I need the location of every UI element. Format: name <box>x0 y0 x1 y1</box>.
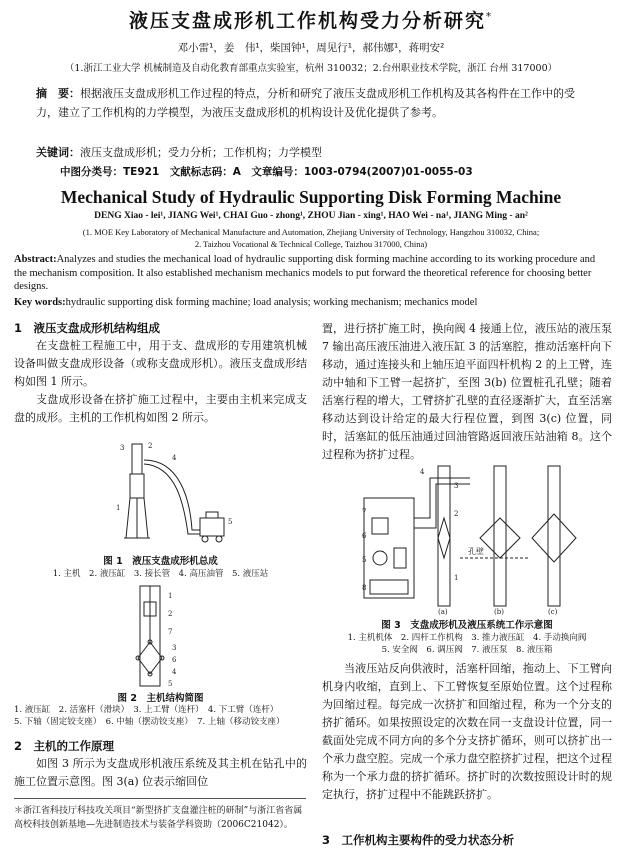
panel-b-label: (b) <box>494 608 504 616</box>
figure-3-caption: 图 3 支盘成形机及液压系统工作示意图 <box>381 620 553 631</box>
svg-text:1: 1 <box>168 592 173 600</box>
panel-a-label: (a) <box>438 608 448 616</box>
figure-2-drawing <box>110 582 200 690</box>
section-1-heading: 1 液压支盘成形机结构组成 <box>14 321 161 335</box>
author-list-en: DENG Xiao - lei¹, JIANG Wei¹, CHAI Guo - zhong¹, ZHOU Jian - xing¹, HAO Wei - na¹, JIANG Ming - an² <box>94 211 528 221</box>
figure-1-caption: 图 1 液压支盘成形机总成 <box>103 556 218 567</box>
paper-title: 液压支盘成形机工作机构受力分析研究* <box>128 10 493 32</box>
svg-text:3: 3 <box>120 444 125 452</box>
svg-text:3: 3 <box>454 482 459 490</box>
figure-1-legend: 1. 主机 2. 液压缸 3. 接长管 4. 高压油管 5. 液压站 <box>52 569 269 579</box>
figure-1-drawing <box>80 440 250 550</box>
svg-text:6: 6 <box>172 656 177 664</box>
figure-2-legend: 1. 液压缸 2. 活塞杆（滑块） 3. 上工臂（连杆） 4. 下工臂（连杆） 5. 下轴（固定铰支座） 6. 中轴（摆动铰支座） 7. 上轴（移动铰支座） <box>14 705 285 727</box>
abstract-cn: 摘 要：根据液压支盘成形机工作过程的特点，分析和研究了液压支盘成形机工作机构及其各构件在工作中的受力，建立了工作机构的力学模型，为液压支盘成形机的机构设计及优化提供了参考。 <box>36 87 575 119</box>
author-list: 邓小雷¹，姜 伟¹，柴国钟¹，周见行¹，郝伟娜¹，蒋明安² <box>177 42 445 54</box>
svg-text:5: 5 <box>362 556 367 564</box>
footnote: ＊浙江省科技厅科技攻关项目“新型挤扩支盘灌注桩的研制”与浙江省省属高校科技创新基地—先进制造技术与装备学科资助（2006C21042）。 <box>14 806 303 830</box>
svg-text:2: 2 <box>148 442 153 450</box>
abstract-en: Abstract:Analyzes and studies the mechanical load of hydraulic supporting disk forming machine according to its working procedure and the mechanism composition. It also established mechanism mechanics models to put forward the theoretical reference for choosing better designs. <box>14 254 596 292</box>
section-2-body: 如图 3 所示为支盘成形机液压系统及其主机在钻孔中的施工位置示意图。图 3(a) 位表示缩回位 <box>14 757 307 788</box>
section-1-body: 在支盘桩工程施工中，用于支、盘成形的专用建筑机械设备叫做支盘成形设备（或称支盘成形机）。液压支盘成形结构如图 1 所示。 支盘成形设备在挤扩施工过程中，主要由主机来完成支盘的成形。主机的工作机构如图 2 所示。 <box>14 339 307 424</box>
abstract-label: 摘 要： <box>36 87 80 100</box>
affiliation-en: (1. MOE Key Laboratory of Mechanical Manufacture and Automation, Zhejiang University of Technology, Hangzhou 310032, China; 2. Taizhou Vocational & Technical College, Taizhou 317000, China) <box>82 227 540 249</box>
hole-wall-label: 孔壁 <box>468 547 484 556</box>
svg-text:1: 1 <box>116 504 121 512</box>
figure-3-drawing <box>360 458 580 616</box>
svg-text:4: 4 <box>420 468 425 476</box>
svg-text:2: 2 <box>454 510 459 518</box>
svg-text:6: 6 <box>362 532 367 540</box>
svg-text:2: 2 <box>168 610 173 618</box>
figure-3-legend: 1. 主机机体 2. 四杆工作机构 3. 推力液压缸 4. 手动换向阀 5. 安全阀 6. 调压阀 7. 液压泵 8. 液压箱 <box>347 633 587 655</box>
keywords-cn: 关键词：液压支盘成形机；受力分析；工作机构；力学模型 <box>36 146 322 159</box>
affiliation: （1.浙江工业大学 机械制造及自动化教育部重点实验室，杭州 310032；2.台州职业技术学院，浙江 台州 317000） <box>64 63 558 74</box>
right-body-2: 当液压站反向供液时，活塞杆回缩，拖动上、下工臂向机身内收缩，直到上、下工臂恢复至原始位置。这个过程称为回缩过程。每完成一次挤扩和回缩过程，称为一个分支的挤扩循环。如果按照设定的次数在同一支盘设计位置，同一截面处完成不同方向的多个分支挤扩循环，则可以挤扩出一个承力盘空腔。完成一个承力盘空腔挤扩过程，把这个过程称为一个承力盘的挤扩循环。挤扩时的次数按照设计时的规定执行，挤扩过程中不能跳跃挤扩。 <box>322 662 612 801</box>
svg-text:3: 3 <box>172 644 177 652</box>
keywords-en: Key words:hydraulic supporting disk forming machine; load analysis; working mechanism; mechanics model <box>14 297 478 308</box>
classification-line: 中图分类号：TE921 文献标志码：A 文章编号：1003-0794(2007)01-0055-03 <box>60 166 473 178</box>
svg-text:4: 4 <box>172 454 177 462</box>
keywords-label: 关键词： <box>36 146 80 159</box>
right-body-1: 置，进行挤扩施工时，换向阀 4 接通上位，液压站的液压泵 7 输出高压液压油进入液压缸 3 的活塞腔，推动活塞杆向下移动，通过连接头和上轴压迫平面四杆机构 2 的上工臂，连动中轴和下工臂一起挤扩，至图 3(b) 位置桩孔孔壁；随着活塞行程的增大，工臂挤扩孔壁的直径逐渐扩大，直至活塞移动达到设计给定的最大行程位置，到图 3(c) 位置，同时，活塞缸的低压油通过回油管路返回液压站油箱 8。这个过程称为挤扩过程。 <box>322 322 612 461</box>
svg-text:7: 7 <box>168 628 173 636</box>
panel-c-label: (c) <box>548 608 558 616</box>
section-3-heading: 3 工作机构主要构件的受力状态分析 <box>322 833 514 847</box>
svg-text:1: 1 <box>454 574 459 582</box>
svg-text:8: 8 <box>362 584 367 592</box>
section-2-heading: 2 主机的工作原理 <box>14 739 115 753</box>
footnote-rule <box>14 798 306 799</box>
svg-text:4: 4 <box>172 668 177 676</box>
figure-2-caption: 图 2 主机结构简图 <box>117 693 204 704</box>
svg-text:5: 5 <box>168 680 173 688</box>
paper-title-en: Mechanical Study of Hydraulic Supporting Disk Forming Machine <box>60 187 562 207</box>
svg-text:5: 5 <box>228 518 233 526</box>
svg-text:7: 7 <box>362 508 367 516</box>
